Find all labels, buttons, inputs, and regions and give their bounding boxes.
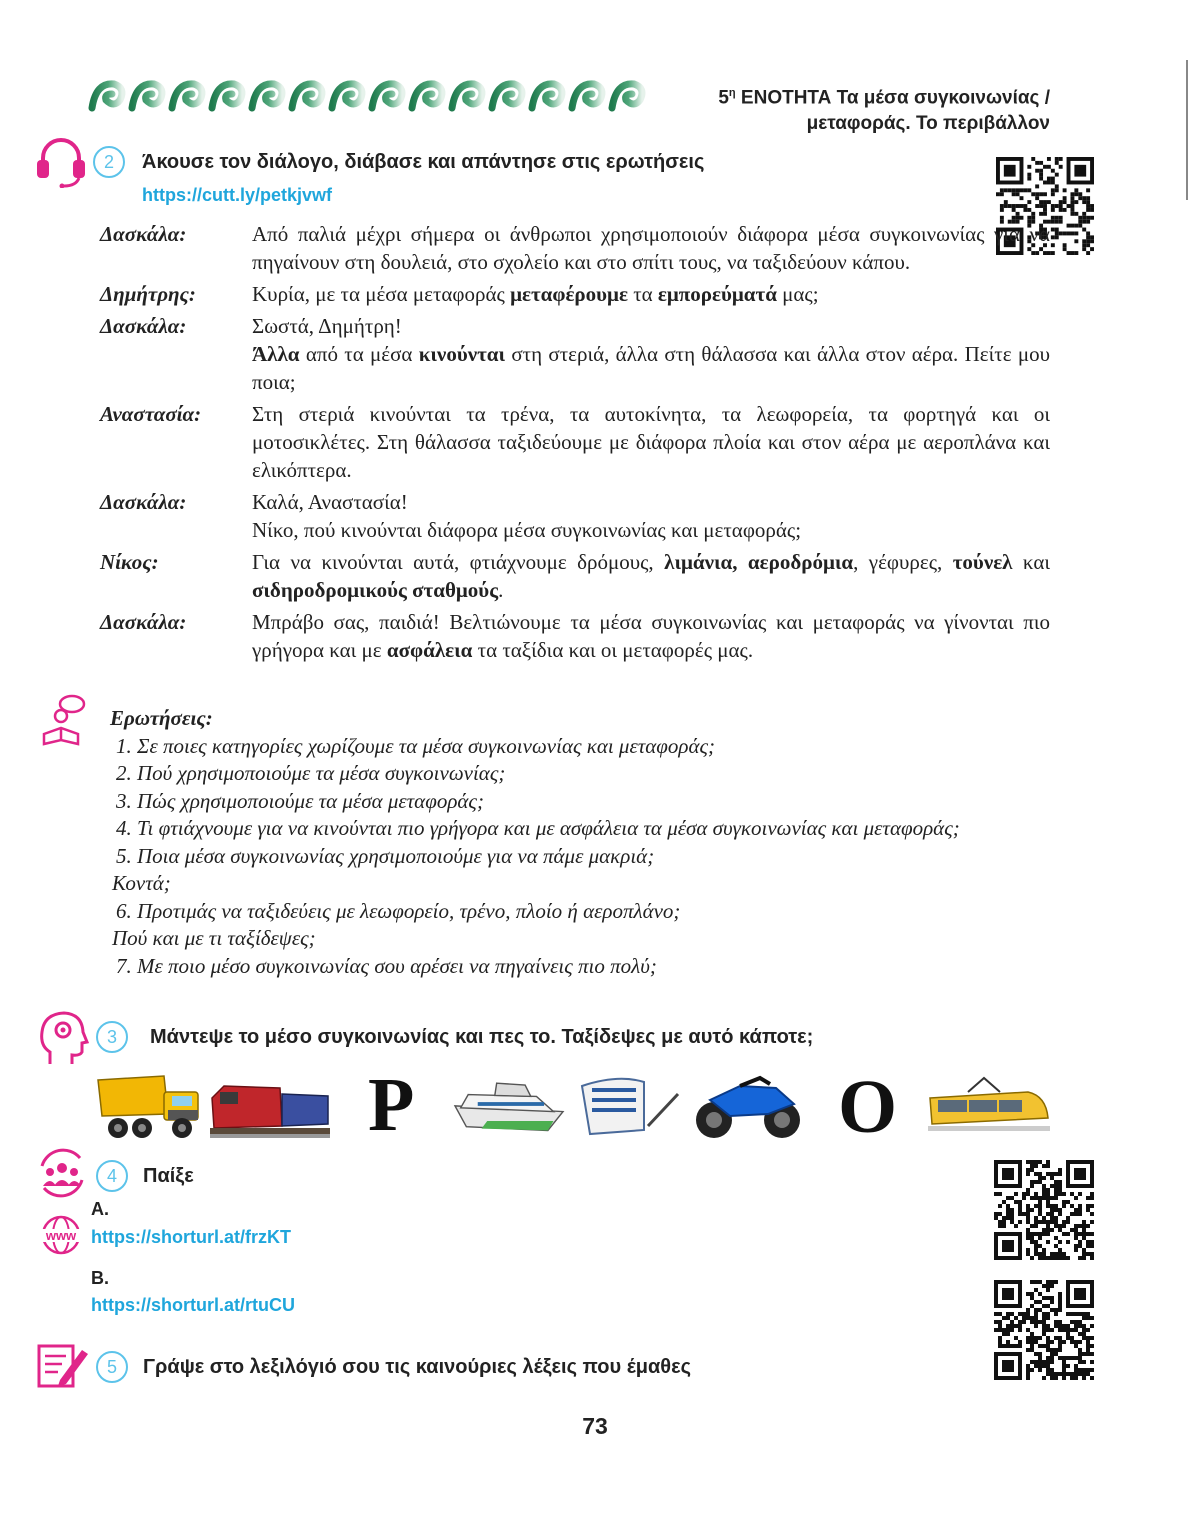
speaker-name: Δασκάλα: [100, 490, 187, 514]
wave-curl [92, 84, 122, 108]
dialogue-row [100, 400, 1050, 484]
speech-segment: τα [627, 282, 658, 306]
speech-segment: Από παλιά μέχρι σήμερα οι άνθρωποι χρησιμοποιούν διάφορα μέσα συγκοινωνίας για να πηγαίνουν στη δουλειά, στο σχολείο και στο σπίτι τους, να ταξιδεύουν κάπου. [252, 222, 1050, 274]
exercise-4-a-link[interactable]: https://shorturl.at/frzKT [91, 1227, 291, 1247]
speaker-name: Νίκος: [100, 550, 159, 574]
speech-segment: Για να κινούνται αυτά, φτιάχνουμε δρόμους, [252, 550, 665, 574]
exercise-2-title: Άκουσε τον διάλογο, διάβασε και απάντησε στις ερωτήσεις [142, 151, 705, 173]
question-item: 1. Σε ποιες κατηγορίες χωρίζουμε τα μέσα συγκοινωνίας και μεταφοράς; [116, 733, 716, 758]
dialogue-row [100, 608, 1050, 664]
speaker-name: Δασκάλα: [100, 222, 187, 246]
question-item: 6. Προτιμάς να ταξιδεύεις με λεωφορείο, τρένο, πλοίο ή αεροπλάνο; [116, 898, 681, 923]
wave-curl [332, 84, 362, 108]
speech-line [252, 280, 1050, 308]
speech-text [252, 400, 1050, 484]
question-item: 5. Ποια μέσα συγκοινωνίας χρησιμοποιούμε για να πάμε μακριά; [116, 843, 655, 868]
speech-line [252, 340, 1050, 396]
speech-segment: Σωστά, Δημήτρη! [252, 314, 402, 338]
wave-curl [532, 84, 562, 108]
speech-text [252, 312, 1050, 396]
question-item: 4. Τι φτιάχνουμε για να κινούνται πιο γρήγορα και με ασφάλεια τα μέσα συγκοινωνίας και μεταφοράς; [116, 816, 960, 840]
rebus-letter-o: O [838, 1065, 898, 1149]
speech-line [252, 312, 1050, 340]
dialogue-row [100, 548, 1050, 604]
exercise-number-3: 3 [96, 1021, 128, 1053]
exercise-number-2: 2 [93, 146, 125, 178]
speech-segment: στη στεριά, άλλα στη θάλασσα και άλλα στον αέρα. Πείτε μου ποια; [252, 342, 1050, 394]
bold-keyword: τούνελ [952, 550, 1013, 574]
exercise-4-a-label: A. [91, 1199, 109, 1219]
wave-curl [492, 84, 522, 108]
speech-text [252, 488, 1050, 544]
bold-keyword: Άλλα [252, 342, 300, 366]
exercise-4-b-label: B. [91, 1268, 109, 1288]
speaker-name: Δασκάλα: [100, 314, 187, 338]
speech-line [252, 548, 1050, 604]
wave-curl [372, 84, 402, 108]
speech-segment: . [498, 578, 504, 602]
notepad-pencil-icon [36, 1340, 90, 1390]
headphones-icon [34, 134, 88, 188]
speech-segment: μας; [776, 282, 819, 306]
truck-image [94, 1070, 206, 1142]
wave-curl [292, 84, 322, 108]
exercise-4-b-link[interactable]: https://shorturl.at/rtuCU [91, 1295, 295, 1315]
speech-line [252, 516, 1050, 544]
dialogue-row [100, 488, 1050, 544]
ferry-image [446, 1068, 572, 1140]
speech-text [252, 280, 1050, 308]
speech-text [252, 548, 1050, 604]
bold-keyword: μεταφέρουμε [510, 282, 628, 306]
speaker-name: Δημήτρης: [100, 282, 196, 306]
unit-header: $5^\eta$ ΕΝΟΤΗΤΑ Τα μέσα συγκοινωνίας / μεταφοράς. Το περιβάλλον [718, 87, 1050, 135]
qr-code-exercise-4-a[interactable] [994, 1160, 1094, 1260]
wave-curl [212, 84, 242, 108]
page-edge-line [1186, 60, 1188, 200]
question-item: 2. Πού χρησιμοποιούμε τα μέσα συγκοινωνίας; [116, 761, 506, 785]
speech-text [252, 220, 1050, 276]
wave-curl [252, 84, 282, 108]
bold-keyword: κινούνται [418, 342, 506, 366]
speech-line [252, 608, 1050, 664]
rebus-letter-p: P [368, 1063, 415, 1147]
qr-code-exercise-4-b[interactable] [994, 1280, 1094, 1380]
exercise-number-5: 5 [96, 1351, 128, 1383]
wave-curl [172, 84, 202, 108]
svg-text:www: www [45, 1228, 77, 1243]
bold-keyword: εμπορεύματά [657, 282, 777, 306]
train-image [210, 1070, 330, 1142]
bold-keyword: λιμάνια, αεροδρόμια [664, 550, 854, 574]
globe-www-icon [32, 1214, 90, 1256]
cruise-ship-image [578, 1070, 682, 1142]
speech-line [252, 220, 1050, 276]
wave-curl [452, 84, 482, 108]
exercise-2-link[interactable]: https://cutt.ly/petkjvwf [142, 185, 333, 205]
speech-segment: Νίκο, πού κινούνται διάφορα μέσα συγκοινωνίας και μεταφοράς; [252, 518, 802, 542]
head-gear-icon [36, 1008, 90, 1066]
speech-line [252, 488, 1050, 516]
speech-segment: Καλά, Αναστασία! [252, 490, 408, 514]
bold-keyword: σιδηροδρομικούς σταθμούς [252, 578, 499, 602]
question-item: 3. Πώς χρησιμοποιούμε τα μέσα μεταφοράς; [116, 788, 484, 813]
speech-segment: από τα μέσα [299, 342, 419, 366]
reading-child-icon [36, 694, 88, 746]
bold-keyword: ασφάλεια [386, 638, 473, 662]
question-item: Κοντά; [112, 871, 171, 895]
group-people-icon [34, 1146, 90, 1200]
speech-line [252, 400, 1050, 484]
exercise-4-title: Παίξε [143, 1165, 194, 1187]
speaker-name: Αναστασία: [100, 402, 202, 426]
speech-segment: Μπράβο σας, παιδιά! Βελτιώνουμε τα μέσα συγκοινωνίας και μεταφοράς να γίνονται πιο γρήγορα και με [252, 610, 1050, 662]
page-number: 73 [582, 1413, 608, 1439]
exercise-number-4: 4 [96, 1160, 128, 1192]
speech-segment: Στη στεριά κινούνται τα τρένα, τα αυτοκίνητα, τα λεωφορεία, τα φορτηγά και οι μοτοσικλέτες. Στη θάλασσα ταξιδεύουμε με διάφορα πλοία και στον αέρα με αεροπλάνα και ελικόπτερα. [252, 402, 1050, 482]
wave-border-decoration [88, 72, 668, 120]
tram-image [928, 1070, 1050, 1142]
exercise-3-title: Μάντεψε το μέσο συγκοινωνίας και πες το. Ταξίδεψες με αυτό κάποτε; [150, 1026, 814, 1048]
motorcycle-image [690, 1070, 806, 1142]
dialogue-row [100, 312, 1050, 396]
wave-curl [132, 84, 162, 108]
wave-curl [572, 84, 602, 108]
speech-segment: Κυρία, με τα μέσα μεταφοράς [252, 282, 511, 306]
question-item: Πού και με τι ταξίδεψες; [112, 926, 316, 950]
speech-segment: , γέφυρες, [853, 550, 953, 574]
speech-text [252, 608, 1050, 664]
questions-title: Ερωτήσεις: [110, 706, 213, 730]
dialogue [100, 220, 1050, 668]
speaker-name: Δασκάλα: [100, 610, 187, 634]
questions-block [110, 705, 1056, 980]
speech-segment: τα ταξίδια και οι μεταφορές μας. [472, 638, 754, 662]
question-item: 7. Με ποιο μέσο συγκοινωνίας σου αρέσει να πηγαίνεις πιο πολύ; [116, 953, 657, 978]
wave-curl [612, 84, 642, 108]
exercise-5-title: Γράψε στο λεξιλόγιό σου τις καινούριες λέξεις που έμαθες [143, 1356, 691, 1378]
dialogue-row [100, 220, 1050, 276]
dialogue-row [100, 280, 1050, 308]
speech-segment: και [1012, 550, 1050, 574]
wave-curl [412, 84, 442, 108]
